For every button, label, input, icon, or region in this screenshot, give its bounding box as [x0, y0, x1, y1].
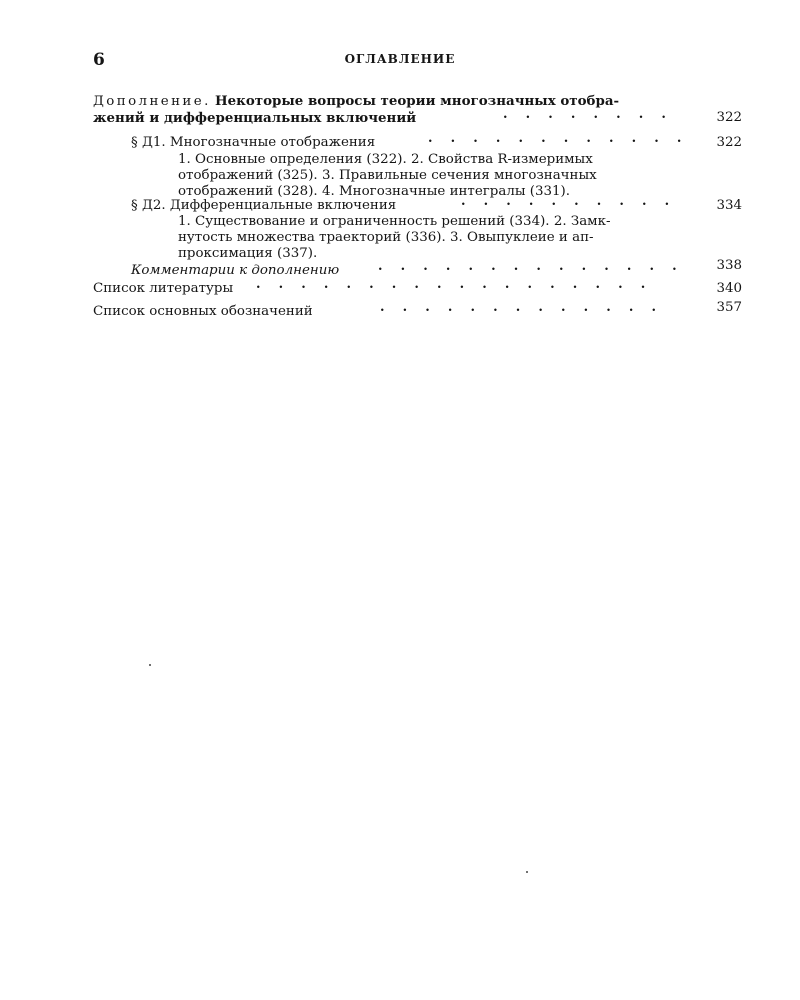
- toc-d2-sub-line1: 1. Существование и ограниченность решений (334). 2. Замк-: [178, 214, 611, 229]
- toc-comments-page: 338: [716, 258, 742, 273]
- toc-d1-sub-line3: отображений (328). 4. Многозначные интегралы (331).: [178, 184, 571, 199]
- toc-literature-title[interactable]: Список литературы: [93, 281, 234, 296]
- toc-appendix-label: Дополнение.: [93, 94, 211, 109]
- toc-d2-page: 334: [716, 198, 742, 213]
- toc-notation-title[interactable]: Список основных обозначений: [93, 304, 313, 319]
- toc-literature-page: 340: [716, 281, 742, 296]
- toc-appendix-title-line1: Некоторые вопросы теории многозначных отобра-: [215, 93, 620, 109]
- toc-literature-leader: . . . . . . . . . . . . . . . . . .: [256, 277, 646, 292]
- toc-notation-page: 357: [716, 300, 742, 315]
- toc-d2-leader: . . . . . . . . . .: [461, 194, 670, 209]
- toc-comments-title[interactable]: Комментарии к дополнению: [131, 263, 340, 278]
- toc-d2-title[interactable]: § Д2. Дифференциальные включения: [131, 198, 397, 213]
- toc-d2-sub-line2: нутость множества траекторий (336). 3. Овыпуклеие и ап-: [178, 230, 594, 245]
- toc-d1-title[interactable]: § Д1. Многозначные отображения: [131, 135, 376, 150]
- toc-appendix-page: 322: [716, 110, 742, 125]
- page-number: 6: [93, 50, 105, 70]
- toc-d1-page: 322: [716, 135, 742, 150]
- toc-comments-leader: . . . . . . . . . . . . . .: [378, 259, 677, 274]
- toc-d2-sub-line3: проксимация (337).: [178, 246, 318, 261]
- toc-d1-sub-line2: отображений (325). 3. Правильные сечения многозначных: [178, 168, 597, 183]
- toc-appendix-leader: . . . . . . . .: [503, 107, 666, 122]
- scan-speck: [526, 871, 528, 873]
- running-title: ОГЛАВЛЕНИЕ: [344, 52, 456, 66]
- toc-d1-leader: . . . . . . . . . . . .: [428, 131, 682, 146]
- toc-notation-leader: . . . . . . . . . . . . .: [380, 300, 657, 315]
- toc-d1-sub-line1: 1. Основные определения (322). 2. Свойства R-измеримых: [178, 152, 593, 167]
- scan-speck: [149, 664, 151, 666]
- toc-appendix-title-line2: жений и дифференциальных включений: [93, 110, 417, 126]
